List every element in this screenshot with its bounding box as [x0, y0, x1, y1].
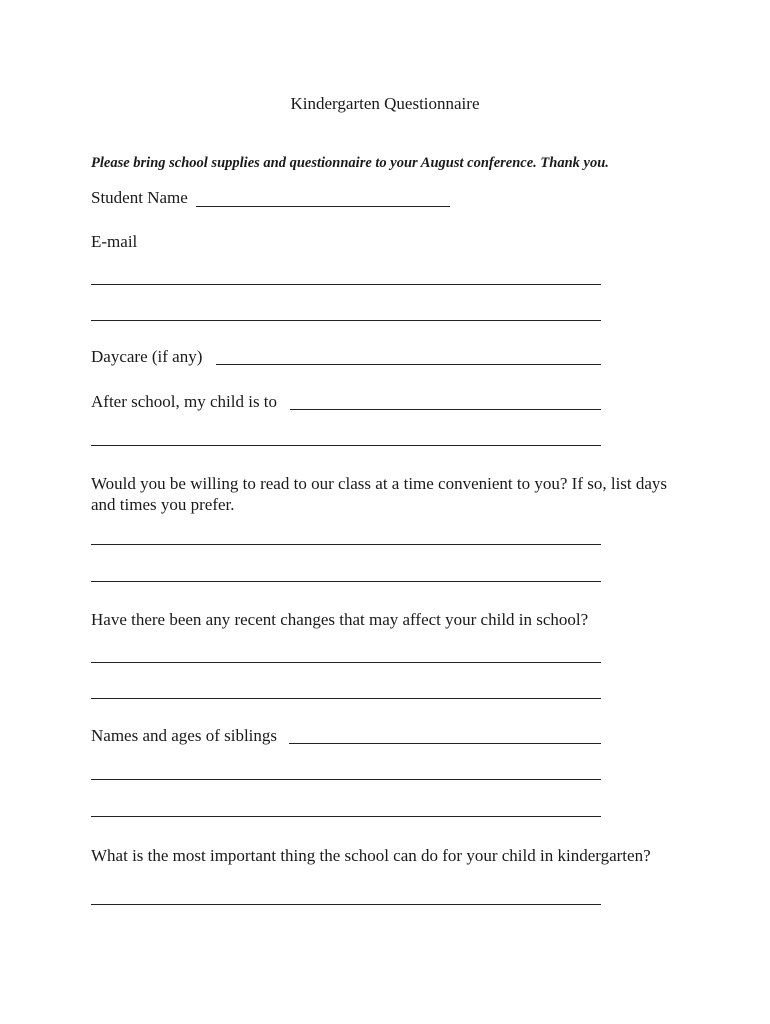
siblings-label: Names and ages of siblings [91, 726, 278, 745]
after-school-blank-2[interactable] [91, 445, 601, 446]
email-blank-2[interactable] [91, 320, 601, 321]
after-school-label: After school, my child is to [91, 392, 278, 411]
most-important-question: What is the most important thing the school can do for your child in kindergarten? [91, 846, 651, 865]
read-to-class-question: Would you be willing to read to our class at a time convenient to you? If so, list days and times you prefer. [91, 474, 668, 514]
siblings-blank-1[interactable] [289, 743, 601, 744]
most-important-blank[interactable] [91, 904, 601, 905]
read-to-class-blank-1[interactable] [91, 544, 601, 545]
read-to-class-blank-2[interactable] [91, 581, 601, 582]
student-name-label: Student Name [91, 188, 188, 207]
recent-changes-blank-1[interactable] [91, 662, 601, 663]
instructions-text: Please bring school supplies and questionnaire to your August conference. Thank you. [91, 155, 609, 171]
daycare-label: Daycare (if any) [91, 347, 203, 366]
document-title: Kindergarten Questionnaire [290, 94, 480, 113]
student-name-blank[interactable] [196, 206, 450, 207]
siblings-blank-3[interactable] [91, 816, 601, 817]
recent-changes-question: Have there been any recent changes that may affect your child in school? [91, 610, 589, 629]
after-school-blank-1[interactable] [290, 409, 601, 410]
daycare-blank[interactable] [216, 364, 601, 365]
email-label: E-mail [91, 232, 138, 251]
email-blank-1[interactable] [91, 284, 601, 285]
recent-changes-blank-2[interactable] [91, 698, 601, 699]
siblings-blank-2[interactable] [91, 779, 601, 780]
